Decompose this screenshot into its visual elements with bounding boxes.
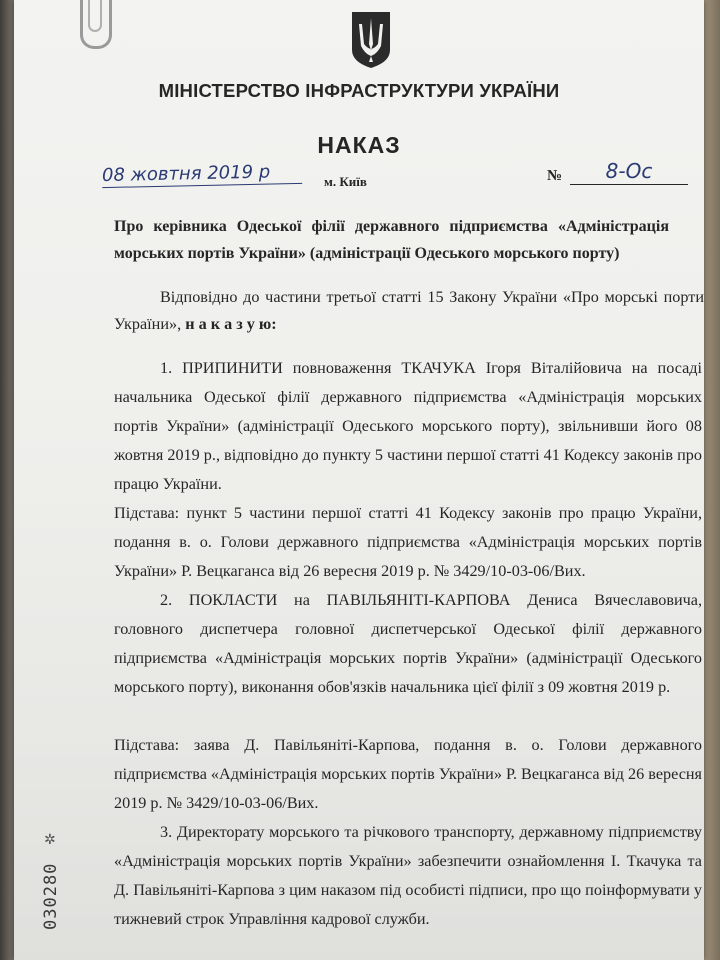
trident-emblem-icon: [349, 10, 393, 70]
city-label: м. Київ: [324, 174, 367, 189]
number-label: №: [547, 168, 563, 184]
order-title: НАКАЗ: [317, 132, 401, 158]
paperclip-icon: [80, 0, 112, 49]
clause-1: 1. ПРИПИНИТИ повноваження ТКАЧУКА Ігоря Віталійовича на посаді начальника Одеської філії державного підприємства «Адміністрація морських портів України» (адміністрації Одеського морського порту), звільнивши його 08 жовтня 2019 р., відповідно до пункту 5 частини першої статті 41 Кодексу законів про працю України.: [114, 359, 702, 493]
handwritten-order-number: 8-Ос: [570, 158, 688, 185]
asterisk-icon: ✲: [44, 832, 56, 848]
clause-2: 2. ПОКЛАСТИ на ПАВІЛЬЯНІТІ-КАРПОВА Дениса Вячеславовича, головного диспетчера головної диспетчерської Одеської філії державного підприємства «Адміністрація морських портів України» (адміністрації Одеського морського порту), виконання обов'язків начальника цієї філії з 09 жовтня 2019 р.: [114, 591, 702, 696]
order-word: н а к а з у ю:: [181, 315, 277, 333]
serial-number-text: 030280: [41, 862, 61, 930]
preamble-text: Відповідно до частини третьої статті 15 Закону України «Про морські порти України»,: [114, 288, 704, 333]
ministry-name: МІНІСТЕРСТВО ІНФРАСТРУКТУРИ УКРАЇНИ: [158, 80, 560, 101]
order-subject: Про керівника Одеської філії державного підприємства «Адміністрація морських портів України» (адміністрації Одеського морського порту): [114, 218, 669, 262]
clause-3: 3. Директорату морського та річкового транспорту, державному підприємству «Адміністрація морських портів України» забезпечити ознайомлення І. Ткачука та Д. Павільяніті-Карпова з цим наказом під особисті підписи, про що поінформувати у тижневий строк Управління кадрової служби.: [114, 823, 702, 928]
preamble: [114, 284, 704, 338]
document-page: [14, 0, 704, 960]
clause-1-basis: Підстава: пункт 5 частини першої статті 41 Кодексу законів про працю України, подання в. о. Голови державного підприємства «Адміністрація морських портів України» Р. Вецкаганса від 26 вересня 2019 р. № 3429/10-03-06/Вих.: [114, 504, 702, 580]
serial-number: [37, 830, 67, 930]
handwritten-date: 08 жовтня 2019 р: [102, 161, 302, 188]
clause-2-basis: Підстава: заява Д. Павільяніті-Карпова, подання в. о. Голови державного підприємства «Адміністрація морських портів України» Р. Вецкаганса від 26 вересня 2019 р. № 3429/10-03-06/Вих.: [114, 736, 702, 812]
